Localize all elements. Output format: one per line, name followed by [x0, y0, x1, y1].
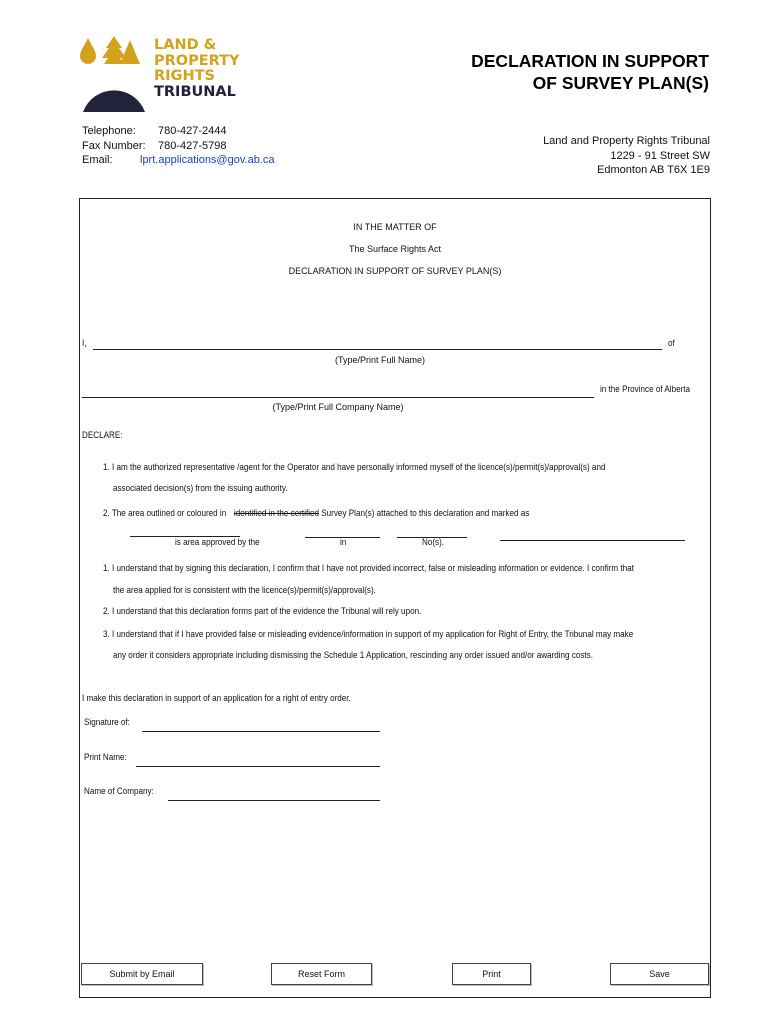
email-row — [82, 153, 274, 168]
clause-2 — [103, 508, 529, 518]
fax-value: 780-427-5798 — [158, 139, 227, 152]
clause-2-pre: 2. The area outlined or coloured in — [103, 508, 227, 518]
logo-line-3: RIGHTS — [154, 68, 215, 84]
fax-row — [82, 139, 274, 154]
company-caption: (Type/Print Full Company Name) — [272, 402, 404, 412]
clause-2-struck: identified in the certified — [233, 508, 320, 518]
understand-1-line-1: 1. I understand that by signing this declaration, I confirm that I have not provided incorrect, false or misleading information or evidence. I confirm that — [103, 563, 634, 573]
address-line-1: Land and Property Rights Tribunal — [543, 135, 710, 147]
submit-by-email-button[interactable]: Submit by Email — [81, 963, 203, 985]
logo-emblem-icon — [78, 34, 150, 112]
in-label: in — [340, 537, 347, 547]
fax-label: Fax Number: — [82, 139, 146, 152]
matter-heading: IN THE MATTER OF — [353, 222, 437, 232]
understand-3-line-2: any order it considers appropriate including dismissing the Schedule 1 Application, rescinding any order issued and/or awarding costs. — [113, 650, 593, 660]
tribunal-address — [543, 134, 710, 178]
title-line-1: DECLARATION IN SUPPORT — [471, 51, 709, 71]
print-name-label: Print Name: — [84, 752, 127, 762]
numbers-field[interactable] — [500, 540, 685, 541]
print-name-field[interactable] — [136, 766, 380, 767]
logo-line-4: TRIBUNAL — [154, 83, 236, 100]
of-label: of — [668, 338, 675, 348]
save-button[interactable]: Save — [610, 963, 709, 985]
company-name-field[interactable] — [82, 397, 594, 398]
telephone-value: 780-427-2444 — [158, 125, 227, 137]
signature-field[interactable] — [142, 731, 380, 732]
i-label: I, — [82, 338, 87, 348]
address-line-2: 1229 - 91 Street SW — [610, 149, 710, 162]
declaration-statement: I make this declaration in support of an application for a right of entry order. — [82, 693, 351, 703]
address-line-3: Edmonton AB T6X 1E9 — [597, 164, 710, 176]
reset-form-button[interactable]: Reset Form — [271, 963, 372, 985]
print-button[interactable]: Print — [452, 963, 531, 985]
telephone-row — [82, 124, 274, 139]
logo — [78, 34, 258, 112]
act-name: The Surface Rights Act — [348, 244, 442, 254]
logo-line-2: PROPERTY — [154, 52, 240, 69]
name-caption: (Type/Print Full Name) — [334, 355, 426, 365]
company-label: Name of Company: — [84, 786, 154, 796]
signature-label: Signature of: — [84, 717, 130, 727]
logo-text — [154, 38, 240, 100]
title-line-2: OF SURVEY PLAN(S) — [532, 73, 709, 93]
declare-label: DECLARE: — [82, 430, 123, 440]
clause-1-line-2: associated decision(s) from the issuing authority. — [113, 483, 288, 493]
understand-1-line-2: the area applied for is consistent with the licence(s)/permit(s)/approval(s). — [113, 585, 376, 595]
clause-1-line-1: 1. I am the authorized representative /agent for the Operator and have personally informed myself of the licence(s)/permit(s)/approval(s) and — [103, 462, 606, 472]
declaration-heading: DECLARATION IN SUPPORT OF SURVEY PLAN(S) — [288, 266, 502, 276]
understand-2: 2. I understand that this declaration forms part of the evidence the Tribunal will rely upon. — [103, 606, 422, 616]
company-field[interactable] — [168, 800, 380, 801]
email-label: Email: — [82, 154, 113, 166]
page-title — [471, 50, 709, 94]
numbers-label: No(s). — [422, 537, 445, 547]
clause-2-post: Survey Plan(s) attached to this declaration and marked as — [321, 508, 530, 518]
telephone-label: Telephone: — [82, 125, 136, 137]
understand-3-line-1: 3. I understand that if I have provided false or misleading evidence/information in support of my application for Right of Entry, the Tribunal may make — [103, 629, 634, 639]
full-name-field[interactable] — [93, 349, 662, 350]
approved-label: is area approved by the — [175, 537, 260, 547]
contact-block — [82, 124, 274, 168]
logo-line-1: LAND & — [154, 37, 217, 53]
province-label: in the Province of Alberta — [600, 384, 691, 394]
form-frame — [79, 198, 711, 998]
email-link[interactable]: lprt.applications@gov.ab.ca — [140, 154, 275, 166]
